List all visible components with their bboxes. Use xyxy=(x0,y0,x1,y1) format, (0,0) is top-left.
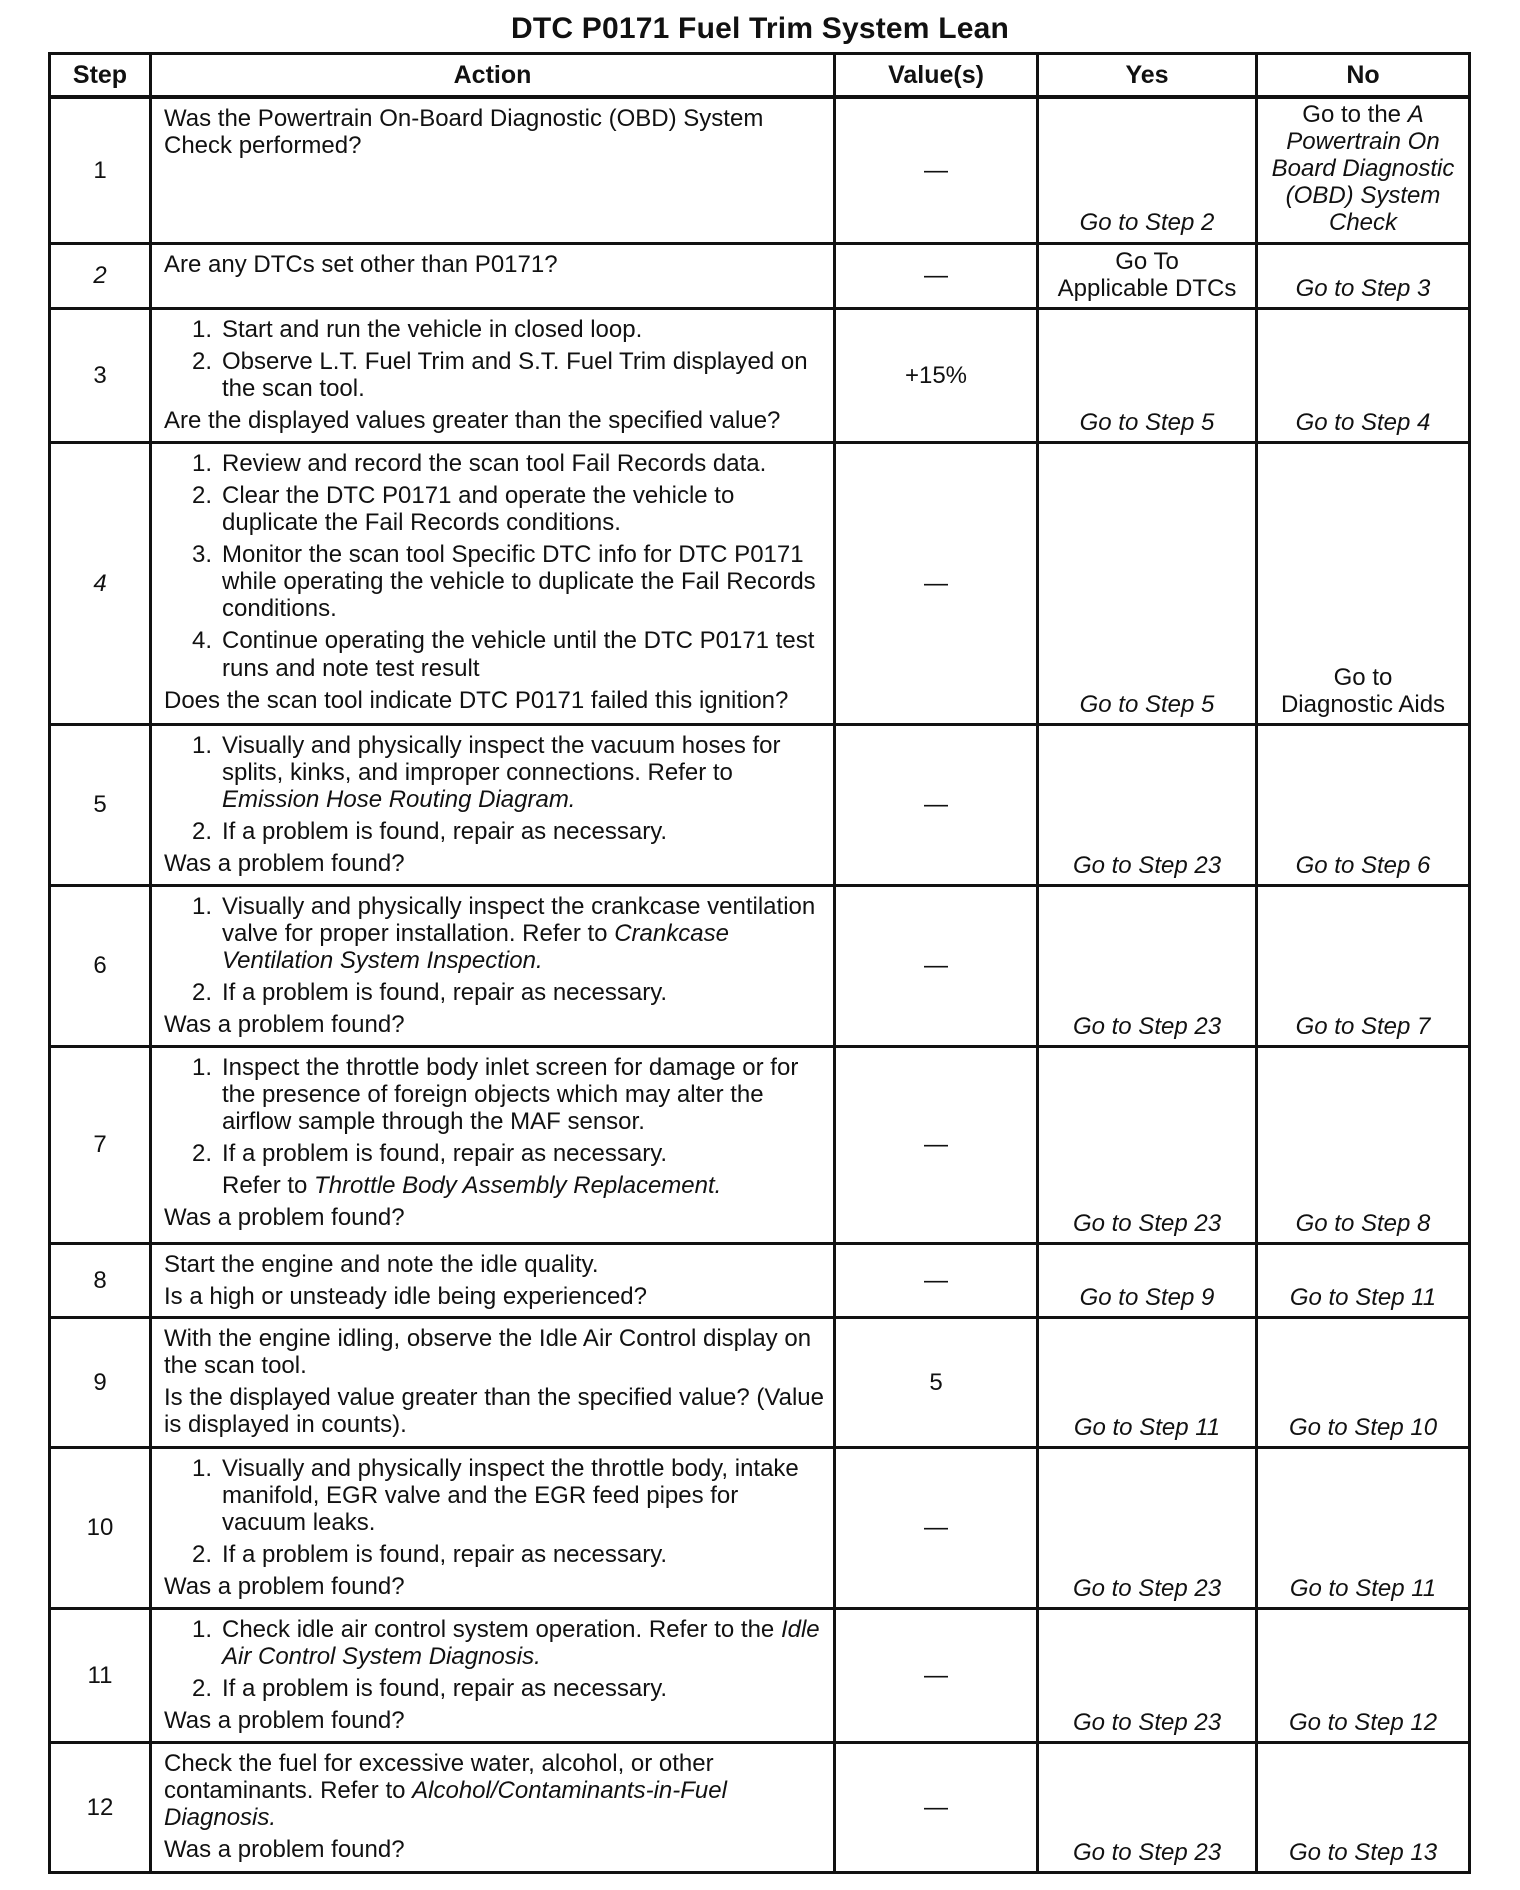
no-goto-link[interactable]: A Powertrain On Board Diagnostic (OBD) System Check xyxy=(1271,101,1455,237)
table-row xyxy=(50,97,1470,243)
action-question: Are the displayed values greater than the specified value? xyxy=(164,407,781,435)
yes-cell[interactable] xyxy=(1038,885,1257,1046)
no-cell[interactable] xyxy=(1257,1447,1470,1608)
yes-cell[interactable] xyxy=(1038,1046,1257,1243)
list-item: 3. Monitor the scan tool Specific DTC info for DTC P0171 while operating the vehicle to duplicate the Fail Records conditions. xyxy=(191,541,816,623)
table-row xyxy=(50,308,1470,442)
action-cell xyxy=(151,97,835,243)
header-values: Value(s) xyxy=(835,54,1038,98)
no-goto-prefix: Go to the xyxy=(1302,101,1408,128)
action-question: Was a problem found? xyxy=(164,1573,405,1601)
yes-cell[interactable] xyxy=(1038,308,1257,442)
yes-cell[interactable] xyxy=(1038,97,1257,243)
step-number: 6 xyxy=(50,885,151,1046)
no-goto-link[interactable]: Go to Step 3 xyxy=(1295,274,1431,302)
list-item: 4. Continue operating the vehicle until the DTC P0171 test runs and note test result xyxy=(191,627,815,682)
yes-cell[interactable] xyxy=(1038,724,1257,885)
yes-goto-link[interactable]: Go to Step 23 xyxy=(1072,1838,1222,1866)
header-step: Step xyxy=(50,54,151,98)
table-row xyxy=(50,1447,1470,1608)
action-cell xyxy=(151,1742,835,1872)
header-action: Action xyxy=(151,54,835,98)
yes-goto-line1[interactable]: Go To xyxy=(1115,247,1179,275)
yes-cell[interactable] xyxy=(1038,1317,1257,1447)
no-goto-link[interactable]: Go to Step 12 xyxy=(1288,1708,1438,1736)
yes-goto-link[interactable]: Go to Step 5 xyxy=(1079,690,1215,718)
value-cell: — xyxy=(835,724,1038,885)
no-cell[interactable] xyxy=(1257,1046,1470,1243)
yes-goto-link[interactable]: Go to Step 23 xyxy=(1072,851,1222,879)
step-number: 9 xyxy=(50,1317,151,1447)
yes-goto-link[interactable]: Go to Step 5 xyxy=(1079,408,1215,436)
yes-cell[interactable] xyxy=(1038,442,1257,724)
no-cell[interactable] xyxy=(1257,243,1470,308)
no-goto-link[interactable]: Go to Step 8 xyxy=(1295,1209,1431,1237)
no-cell[interactable] xyxy=(1257,1243,1470,1317)
list-item: 2. If a problem is found, repair as necessary. xyxy=(191,1140,668,1168)
action-steps xyxy=(164,1054,825,1167)
action-steps xyxy=(164,1616,825,1702)
action-question: Was a problem found? xyxy=(164,1204,405,1232)
step-number: 3 xyxy=(50,308,151,442)
action-cell xyxy=(151,1447,835,1608)
no-goto-link[interactable]: Go to Step 6 xyxy=(1295,851,1431,879)
step-number: 7 xyxy=(50,1046,151,1243)
action-text: Are any DTCs set other than P0171? xyxy=(164,250,558,278)
no-cell[interactable] xyxy=(1257,442,1470,724)
no-cell[interactable] xyxy=(1257,1742,1470,1872)
yes-goto-link[interactable]: Go to Step 23 xyxy=(1072,1012,1222,1040)
reference-link[interactable]: Throttle Body Assembly Replacement. xyxy=(314,1172,722,1200)
step-number: 12 xyxy=(50,1742,151,1872)
action-question: Is a high or unsteady idle being experienced? xyxy=(164,1282,647,1310)
value-cell: — xyxy=(835,1608,1038,1742)
value-cell: — xyxy=(835,243,1038,308)
list-item: 2. If a problem is found, repair as necessary. xyxy=(191,818,668,846)
table-row xyxy=(50,885,1470,1046)
step-number: 4 xyxy=(50,442,151,724)
no-goto-line2[interactable]: Diagnostic Aids xyxy=(1280,690,1446,718)
action-question: Was a problem found? xyxy=(164,1836,405,1864)
header-no: No xyxy=(1257,54,1470,98)
value-cell: — xyxy=(835,97,1038,243)
action-steps xyxy=(164,1455,825,1568)
yes-goto-link[interactable]: Go to Step 9 xyxy=(1079,1283,1215,1311)
header-yes: Yes xyxy=(1038,54,1257,98)
table-row xyxy=(50,1742,1470,1872)
action-steps xyxy=(164,450,825,682)
header-row xyxy=(50,54,1470,98)
action-refer: Refer to Throttle Body Assembly Replacement. xyxy=(222,1172,722,1200)
action-steps xyxy=(164,316,825,402)
value-cell: +15% xyxy=(835,308,1038,442)
list-item: 1. Start and run the vehicle in closed loop. xyxy=(191,315,643,343)
no-goto-link[interactable]: Go to Step 10 xyxy=(1288,1413,1438,1441)
value-cell: — xyxy=(835,1046,1038,1243)
list-item: 2. If a problem is found, repair as necessary. xyxy=(191,979,668,1007)
yes-cell[interactable] xyxy=(1038,1608,1257,1742)
reference-link[interactable]: Idle Air Control System Diagnosis. xyxy=(222,1615,820,1671)
action-cell xyxy=(151,1243,835,1317)
action-question: Is the displayed value greater than the specified value? (Value is displayed in counts). xyxy=(164,1384,824,1439)
yes-cell[interactable] xyxy=(1038,243,1257,308)
yes-cell[interactable] xyxy=(1038,1447,1257,1608)
no-goto-line1[interactable]: Go to xyxy=(1333,663,1393,691)
reference-link[interactable]: Crankcase Ventilation System Inspection. xyxy=(222,919,729,974)
step-number: 1 xyxy=(50,97,151,243)
list-item: 2. If a problem is found, repair as necessary. xyxy=(191,1541,668,1569)
no-goto-link[interactable]: Go to Step 11 xyxy=(1289,1574,1437,1602)
step-number: 2 xyxy=(50,243,151,308)
list-item: 1. Visually and physically inspect the vacuum hoses for splits, kinks, and improper connections. Refer to Emission Hose Routing Diagram. xyxy=(191,731,781,813)
no-goto-link[interactable]: Go to Step 7 xyxy=(1295,1012,1431,1040)
action-text: Was the Powertrain On-Board Diagnostic (OBD) System Check performed? xyxy=(164,105,764,160)
value-cell: — xyxy=(835,442,1038,724)
list-item: 1. Visually and physically inspect the throttle body, intake manifold, EGR valve and the EGR feed pipes for vacuum leaks. xyxy=(191,1454,799,1537)
action-cell xyxy=(151,243,835,308)
value-cell: — xyxy=(835,1447,1038,1608)
action-question: Does the scan tool indicate DTC P0171 failed this ignition? xyxy=(164,686,789,714)
list-item: 1. Review and record the scan tool Fail Records data. xyxy=(191,449,767,477)
yes-goto-link[interactable]: Go to Step 23 xyxy=(1072,1574,1222,1602)
action-question: Was a problem found? xyxy=(164,1011,405,1039)
action-question: Was a problem found? xyxy=(164,850,405,878)
no-cell[interactable] xyxy=(1257,885,1470,1046)
yes-cell[interactable] xyxy=(1038,1243,1257,1317)
page-title: DTC P0171 Fuel Trim System Lean xyxy=(510,12,1010,45)
action-cell xyxy=(151,724,835,885)
value-cell: — xyxy=(835,1243,1038,1317)
action-text: With the engine idling, observe the Idle Air Control display on the scan tool. xyxy=(164,1324,812,1380)
step-number: 8 xyxy=(50,1243,151,1317)
action-cell xyxy=(151,1608,835,1742)
action-question: Was a problem found? xyxy=(164,1707,405,1735)
table-row xyxy=(50,243,1470,308)
list-item: 1. Visually and physically inspect the crankcase ventilation valve for proper installation. Refer to Crankcase Ventilation System Inspection. xyxy=(191,892,816,974)
value-cell: — xyxy=(835,1742,1038,1872)
list-item: 2. Clear the DTC P0171 and operate the vehicle to duplicate the Fail Records conditions. xyxy=(191,481,735,536)
reference-link[interactable]: Emission Hose Routing Diagram. xyxy=(222,785,576,813)
action-cell xyxy=(151,308,835,442)
no-cell[interactable] xyxy=(1257,308,1470,442)
table-row xyxy=(50,442,1470,724)
yes-cell[interactable] xyxy=(1038,1742,1257,1872)
table-row xyxy=(50,1317,1470,1447)
step-number: 10 xyxy=(50,1447,151,1608)
yes-goto-line2[interactable]: Applicable DTCs xyxy=(1057,274,1237,302)
table-row xyxy=(50,1046,1470,1243)
no-cell[interactable] xyxy=(1257,97,1470,243)
yes-goto-link[interactable]: Go to Step 11 xyxy=(1073,1413,1221,1441)
action-cell xyxy=(151,1046,835,1243)
yes-goto-link[interactable]: Go to Step 2 xyxy=(1079,209,1215,237)
action-steps xyxy=(164,732,825,845)
step-number: 5 xyxy=(50,724,151,885)
no-cell[interactable] xyxy=(1257,1317,1470,1447)
diagnostic-table xyxy=(48,52,1471,1874)
table-row xyxy=(50,1608,1470,1742)
action-cell xyxy=(151,885,835,1046)
list-item: 2. Observe L.T. Fuel Trim and S.T. Fuel Trim displayed on the scan tool. xyxy=(191,347,808,402)
value-cell: — xyxy=(835,885,1038,1046)
action-cell xyxy=(151,442,835,724)
reference-link[interactable]: Alcohol/Contaminants-in-Fuel Diagnosis. xyxy=(164,1777,727,1832)
no-goto-link[interactable]: Go to Step 4 xyxy=(1295,408,1431,436)
list-item: 1. Inspect the throttle body inlet screen for damage or for the presence of foreign objects which may alter the airflow sample through the MAF sensor. xyxy=(191,1053,799,1135)
list-item: 1. Check idle air control system operation. Refer to the Idle Air Control System Diagnosis. xyxy=(191,1615,820,1671)
yes-goto-link[interactable]: Go to Step 23 xyxy=(1072,1209,1222,1237)
value-cell: 5 xyxy=(835,1317,1038,1447)
table-row xyxy=(50,724,1470,885)
no-goto-link[interactable]: Go to Step 11 xyxy=(1289,1283,1437,1311)
yes-goto-link[interactable]: Go to Step 23 xyxy=(1072,1708,1222,1736)
action-steps xyxy=(164,893,825,1006)
action-text: Check the fuel for excessive water, alcohol, or other contaminants. Refer to Alcohol/Contaminants-in-Fuel Diagnosis. xyxy=(164,1749,727,1832)
no-cell[interactable] xyxy=(1257,724,1470,885)
no-goto-link[interactable]: Go to Step 13 xyxy=(1288,1838,1438,1866)
step-number: 11 xyxy=(50,1608,151,1742)
action-text: Start the engine and note the idle quality. xyxy=(164,1250,599,1278)
list-item: 2. If a problem is found, repair as necessary. xyxy=(191,1675,668,1703)
table-row xyxy=(50,1243,1470,1317)
action-cell xyxy=(151,1317,835,1447)
no-cell[interactable] xyxy=(1257,1608,1470,1742)
